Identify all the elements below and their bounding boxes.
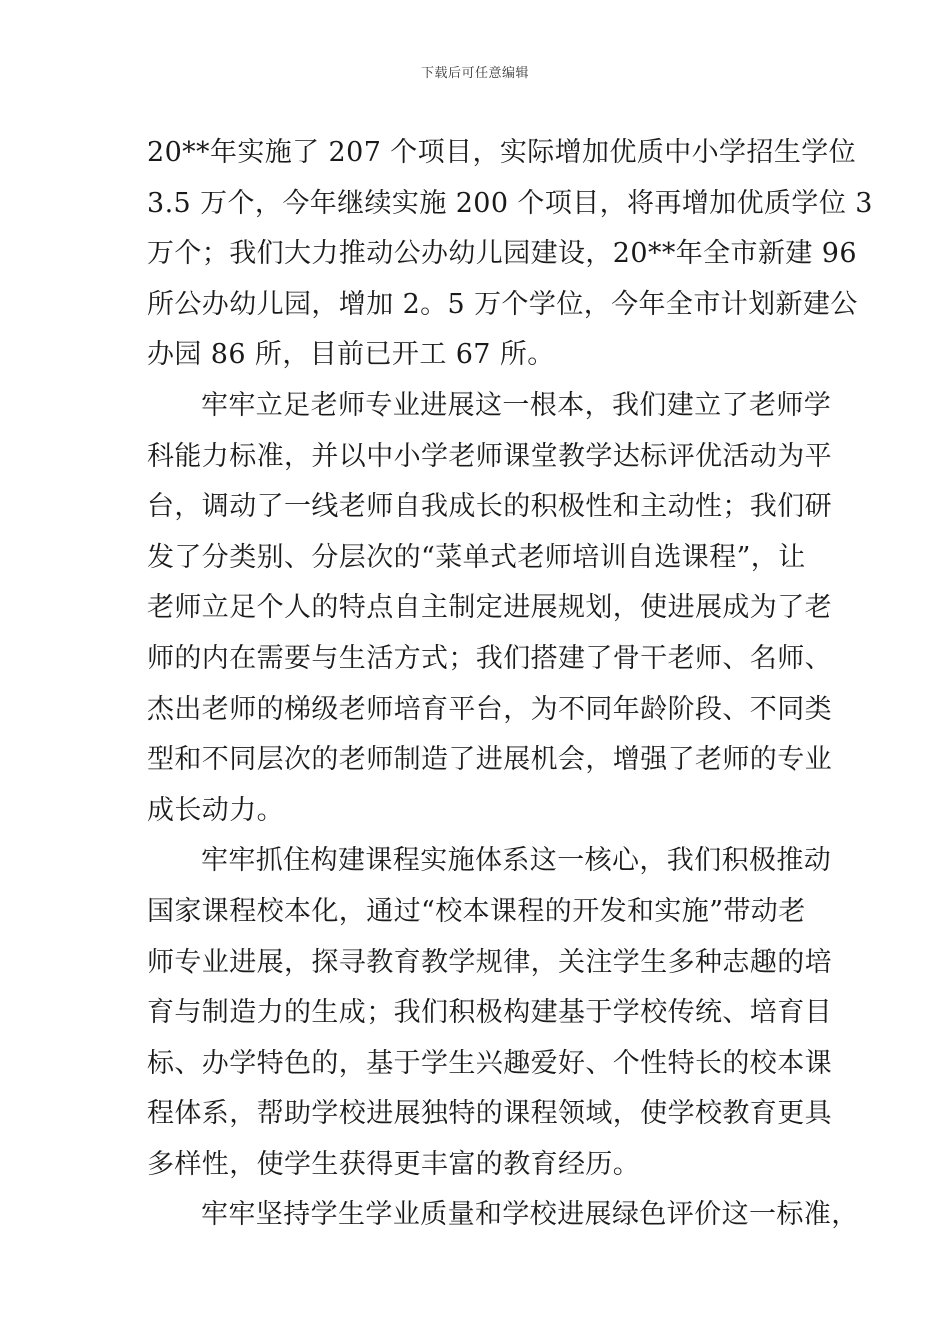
text-line: 牢牢抓住构建课程实施体系这一核心，我们积极推动 (201, 845, 832, 877)
text-line: 国家课程校本化，通过“校本课程的开发和实施”带动老 (147, 895, 806, 927)
paragraph (147, 836, 832, 1190)
document-body (147, 128, 873, 1241)
text-line: 科能力标准，并以中小学老师课堂教学达标评优活动为平 (147, 440, 832, 472)
text-line: 标、办学特色的，基于学生兴趣爱好、个性特长的校本课 (147, 1047, 832, 1079)
text-line: 成长动力。 (147, 794, 284, 826)
text-line: 杰出老师的梯级老师培育平台，为不同年龄阶段、不同类 (147, 693, 832, 725)
text-line: 师的内在需要与生活方式；我们搭建了骨干老师、名师、 (147, 642, 832, 674)
text-line: 万个；我们大力推动公办幼儿园建设，20**年全市新建 96 (147, 238, 857, 270)
text-line: 3.5 万个，今年继续实施 200 个项目，将再增加优质学位 3 (147, 187, 873, 219)
text-line: 办园 86 所，目前已开工 67 所。 (147, 339, 555, 371)
paragraph (147, 1190, 859, 1241)
text-line: 所公办幼儿园，增加 2。5 万个学位，今年全市计划新建公 (147, 288, 858, 320)
text-line: 20**年实施了 207 个项目，实际增加优质中小学招生学位 (147, 137, 857, 168)
page-header: 下载后可任意编辑 (420, 66, 529, 81)
paragraph (147, 128, 873, 381)
text-line: 程体系，帮助学校进展独特的课程领域，使学校教育更具 (147, 1098, 832, 1130)
text-line: 师专业进展，探寻教育教学规律，关注学生多种志趣的培 (147, 946, 832, 978)
text-line: 型和不同层次的老师制造了进展机会，增强了老师的专业 (147, 744, 832, 776)
text-line: 老师立足个人的特点自主制定进展规划，使进展成为了老 (147, 592, 832, 624)
text-line: 牢牢立足老师专业进展这一根本，我们建立了老师学 (201, 389, 832, 421)
paragraph (147, 381, 832, 836)
text-line: 牢牢坚持学生学业质量和学校进展绿色评价这一标准， (201, 1199, 859, 1231)
text-line: 育与制造力的生成；我们积极构建基于学校传统、培育目 (147, 997, 832, 1029)
text-line: 多样性，使学生获得更丰富的教育经历。 (147, 1148, 641, 1180)
text-line: 发了分类别、分层次的“菜单式老师培训自选课程”，让 (147, 541, 806, 573)
text-line: 台，调动了一线老师自我成长的积极性和主动性；我们研 (147, 491, 832, 523)
